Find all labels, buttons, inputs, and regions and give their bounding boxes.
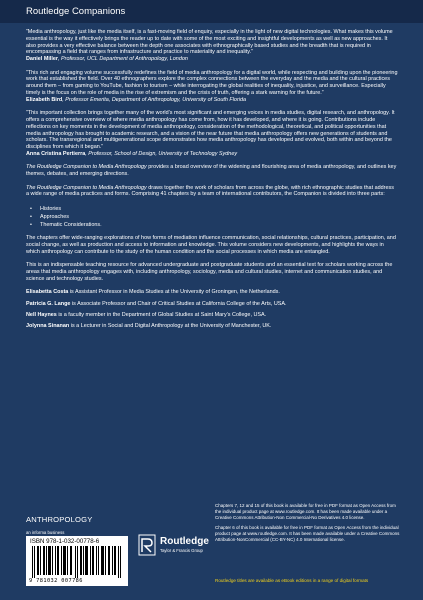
publisher-group: Taylor & Francis Group [160,548,203,553]
list-item: • Approaches [36,213,398,221]
subject-category: ANTHROPOLOGY [26,515,93,524]
editor-bio-text: is Assistant Professor in Media Studies at the University of Groningen, the Netherlands. [68,289,280,296]
editor-bio-text: is a Lecturer in Social and Digital Anthropology at the University of Manchester, UK. [69,323,272,330]
parts-list [26,205,398,229]
description-paragraph-2 [26,185,398,199]
editor-name: Elisabetta Costa [26,289,69,296]
quote-attribution [26,97,398,104]
quote-text: “This rich and engaging volume successfully redefines the field of media anthropology for a digital world, while respecting and building upon the pioneering work that established the field. Over 40 ethnographers explore the complex connections between the everyday and the media and the cultural practices around them – from gaming to YouTube, fashion to tourism – while interrogating the global realities of inequality, injustice, and surveillance. Especially timely is the focus on the role of media in the rise of extremism and the crisis of truth, offering a stark warning for the future.” [26,69,398,96]
description-text: provides a broad overview of the widening and flourishing area of media anthropology, and outlines key themes, debates, and emerging directions. [26,164,397,178]
endorsement-3 [26,110,398,158]
quote-text: “Media anthropology, just like the media itself, is a fast-moving field of enquiry, especially in the light of new digital technologies. What makes this volume essential is the way it effectively brings the reader up to date with some of the most exciting and insightful developments as well as new approaches. It also provides a very effective balance between the depth one associates with ethnographically based studies and the breadth that is required in encompassing a field that ranges from infrastructure and practice to materiality and inequality.” [26,29,393,56]
description-paragraph-3: The chapters offer wide-ranging explorations of how forms of mediation influence communication, social relationships, cultural practices, participation, and social change, as well as production and access to information and knowledge. This volume considers new developments, and highlights the ways in which anthropology can contribute to the study of the human condition and the social processes in which media are entangled. [26,235,396,255]
list-item: • Histories [36,205,398,213]
description-paragraph-4: This is an indispensable teaching resource for advanced undergraduate and postgraduate students and an essential text for scholars working across the areas that media anthropology engages with, including anthropology, sociology, media and cultural studies, internet and communication studies, and science and technology studies. [26,262,393,282]
ebook-note: Routledge titles are available as eBook editions in a range of digital formats [215,578,369,583]
barcode-bars-icon [30,546,124,578]
endorsement-1 [26,29,398,63]
quote-author: Anna Cristina Pertierra [26,150,86,157]
editor-bio [26,289,398,296]
list-item: • Thematic Considerations. [36,221,398,229]
quote-author-role: , Professor Emerita, Department of Anthropology, University of South Florida [62,96,247,103]
barcode [26,536,128,586]
editor-bio-text: is a faculty member in the Department of Global Studies at Saint Mary’s College, USA. [56,311,267,318]
routledge-logo-icon [138,534,156,556]
editor-bio [26,301,398,308]
book-title: The Routledge Companion to Media Anthropology [26,164,147,171]
quote-author-role: , Professor, School of Design, University of Technology Sydney [85,150,238,157]
open-access-paragraph: Chapter 6 of this book is available for free in PDF format as Open Access from the individual product page at www.routledge.com. It has been made available under a Creative Commons Attribution-NonCommercial (CC-BY-NC) 4.0 International license. [215,525,400,542]
editor-bio-text: is Associate Professor and Chair of Critical Studies at California College of the Arts, USA. [70,300,287,307]
barcode-digits: 9 781032 007786 [29,578,83,584]
isbn-number: ISBN 978-1-032-00778-6 [30,538,100,545]
editor-name: Jolynna Sinanan [26,323,70,330]
quote-text: “This important collection brings together many of the world’s most significant and emerging voices in media studies, digital research, and anthropology. It offers a comprehensive overview of where media anthropology has come from, how it has developed, and where it is going. Contributions include reflections on key moments in the development of media anthropology, consideration of the methodological, theoretical, and political opportunities that media anthropology has brought to academic research, and a vision of the near future that media anthropology offers new generations of students and scholars. The transregional and multigenerational scope demonstrates how media anthropology has developed and evolved, both within and beyond the disciplines from which it began.” [26,110,395,151]
editor-name: Patricia G. Lange [26,300,71,307]
header-bar [0,0,423,23]
editor-name: Nell Haynes [26,311,57,318]
quote-author-role: , Professor, UCL Department of Anthropology, London [58,56,188,63]
editor-bio [26,323,398,330]
quote-attribution [26,151,398,158]
quote-attribution [26,56,398,63]
open-access-notice [215,503,400,547]
publisher-name: Routledge [160,536,209,547]
series-title: Routledge Companions [26,6,126,17]
description-paragraph-1 [26,164,398,178]
publisher-logo [138,534,208,564]
informa-tagline: an informa business [26,530,65,535]
quote-author: Daniel Miller [26,56,59,63]
open-access-paragraph: Chapters 7, 12 and 15 of this book is available for free in PDF format as Open Access from the individual product page at www.routledge.com. It has been made available under a Creative Commons Attribution-Non Commercial-No Derivatives 4.0 license. [215,503,396,520]
editor-bio [26,312,398,319]
endorsement-2 [26,70,398,104]
back-cover-text [26,29,398,334]
description-text: draws together the work of scholars from across the globe, with rich ethnographic studies that address a wide range of media practices and forms. Comprising 41 chapters by a team of international contributors, the Companion is divided into three parts: [26,184,394,198]
book-title: The Routledge Companion to Media Anthropology [26,184,147,191]
quote-author: Elizabeth Bird [26,96,63,103]
